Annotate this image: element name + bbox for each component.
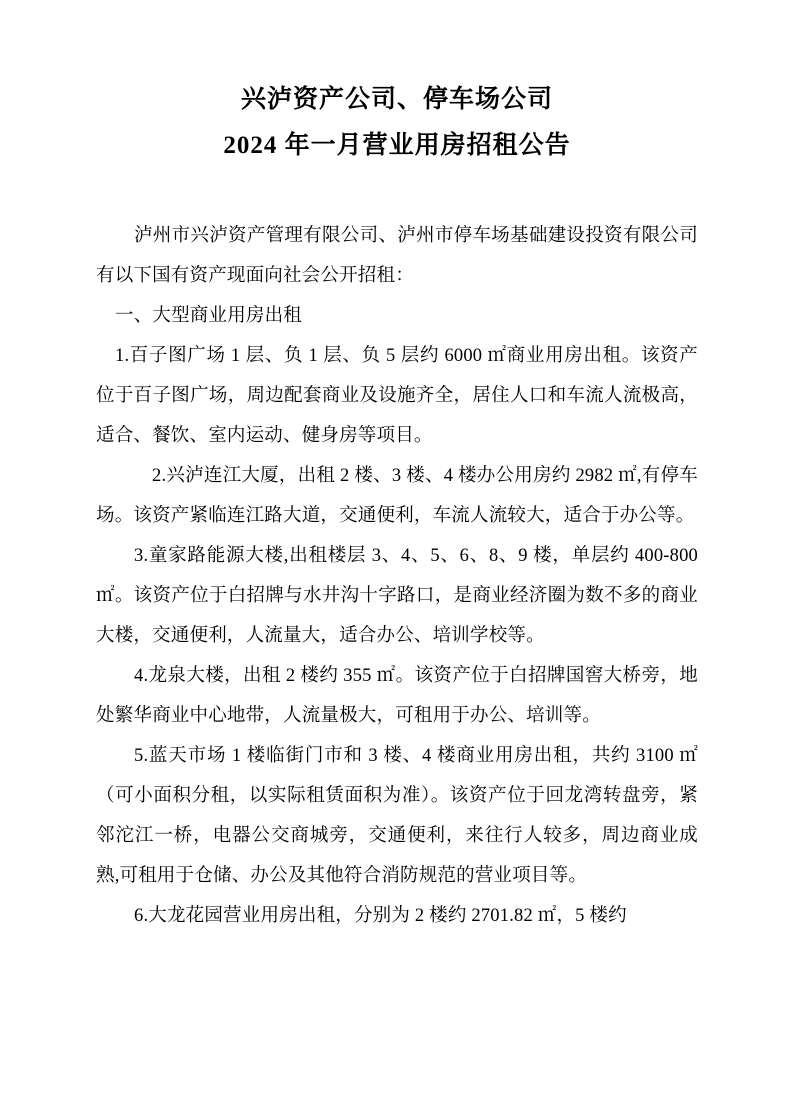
page-title-line-2: 2024 年一月营业用房招租公告	[223, 132, 571, 159]
page-title-line-1: 兴泸资产公司、停车场公司	[240, 86, 553, 113]
document-body	[96, 216, 698, 936]
paragraph-intro: 泸州市兴泸资产管理有限公司、泸州市停车场基础建设投资有限公司有以下国有资产现面向社会公开招租：	[96, 226, 698, 286]
paragraph-item-1: 1.百子图广场 1 层、负 1 层、负 5 层约 6000 ㎡商业用房出租。该资产位于百子图广场，周边配套商业及设施齐全，居住人口和车流人流极高，适合、餐饮、室内运动、健身房等项目。	[96, 346, 698, 446]
paragraph-item-3: 3.童家路能源大楼,出租楼层 3、4、5、6、8、9 楼，单层约 400-800 ㎡。该资产位于白招牌与水井沟十字路口，是商业经济圈为数不多的商业大楼，交通便利，人流量大，适合办公、培训学校等。	[96, 546, 698, 646]
paragraph-section-1-heading: 一、大型商业用房出租	[115, 306, 303, 326]
paragraph-item-2: 2.兴泸连江大厦，出租 2 楼、3 楼、4 楼办公用房约 2982 ㎡,有停车场。该资产紧临连江路大道，交通便利，车流人流较大，适合于办公等。	[96, 466, 698, 526]
paragraph-item-5: 5.蓝天市场 1 楼临街门市和 3 楼、4 楼商业用房出租，共约 3100 ㎡（可小面积分租，以实际租赁面积为准）。该资产位于回龙湾转盘旁，紧邻沱江一桥，电器公交商城旁，交通便利，来往行人较多，周边商业成熟,可租用于仓储、办公及其他符合消防规范的营业项目等。	[96, 746, 698, 886]
paragraph-item-4: 4.龙泉大楼，出租 2 楼约 355 ㎡。该资产位于白招牌国窖大桥旁，地处繁华商业中心地带，人流量极大，可租用于办公、培训等。	[96, 666, 698, 726]
paragraph-item-6: 6.大龙花园营业用房出租，分别为 2 楼约 2701.82 ㎡，5 楼约	[134, 906, 627, 926]
